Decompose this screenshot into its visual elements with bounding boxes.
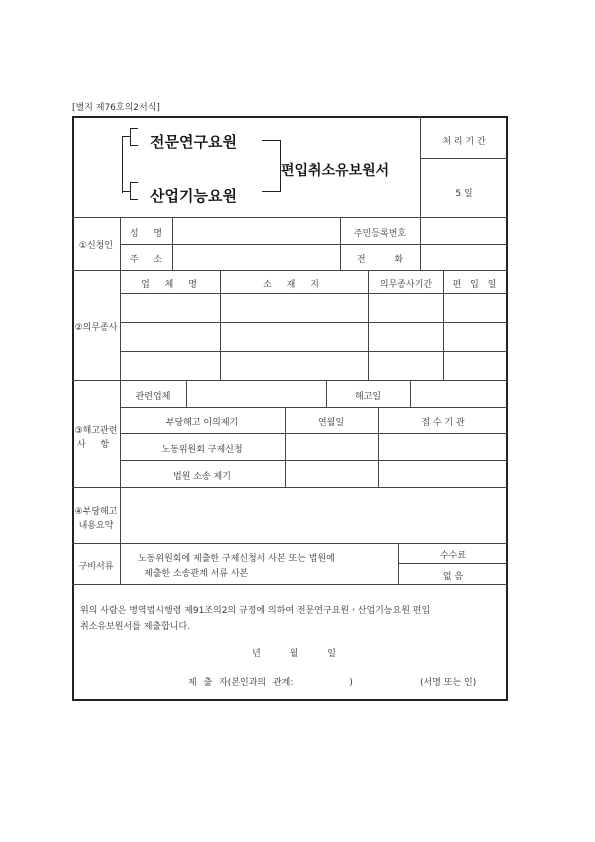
required-documents-line2: 제출한 소송관계 서류 사본 <box>144 569 249 579</box>
column-header-service-period: 의무종사기간 <box>379 280 433 290</box>
rule <box>120 244 508 245</box>
section-dismissal-label-line1: ③해고관련 <box>74 426 118 436</box>
row-court-label: 법원 소송 제기 <box>173 472 231 482</box>
rule <box>172 217 173 270</box>
rule <box>420 158 508 159</box>
required-documents-label: 구비서류 <box>78 562 114 572</box>
title-bracket <box>130 128 138 146</box>
rule <box>368 270 369 380</box>
rule <box>186 380 187 407</box>
rule <box>410 380 411 407</box>
rule <box>120 322 508 323</box>
submitter-line: 제 출 자(본인과의 관계: ) <box>188 678 353 688</box>
rule <box>378 407 379 487</box>
dismissal-date-label: 해고일 <box>354 392 382 402</box>
phone-label: 전 화 <box>356 255 404 265</box>
rule <box>443 270 444 380</box>
rule <box>420 116 421 217</box>
column-header-enlist-date: 편 입 일 <box>452 280 500 290</box>
section-dismissal-label-line2: 사 항 <box>76 440 116 450</box>
column-header-company: 업 체 명 <box>141 280 203 290</box>
declaration-line2: 취소유보원서를 제출합니다. <box>80 622 191 632</box>
name-field[interactable] <box>178 222 336 242</box>
related-company-field[interactable] <box>192 385 322 403</box>
form-title: 편입취소유보원서 <box>281 163 390 179</box>
title-bracket <box>262 140 281 192</box>
rrn-label: 주민등록번호 <box>353 229 407 239</box>
rule <box>120 543 121 584</box>
title-bracket <box>130 182 138 200</box>
name-label: 성 명 <box>129 229 169 239</box>
address-label: 주 소 <box>129 255 169 265</box>
rule <box>398 543 399 584</box>
phone-field[interactable] <box>426 248 504 268</box>
rule <box>72 487 508 488</box>
rule <box>72 217 508 218</box>
dismissal-date-field[interactable] <box>414 385 504 403</box>
declaration-line1: 위의 사람은 병역법시행령 제91조의2의 규정에 의하여 전문연구요원ㆍ산업기능요원 편입 <box>80 606 431 616</box>
row-labor-committee-label: 노동위원회 구제신청 <box>161 445 243 455</box>
section-service-label: ②의무종사 <box>74 323 118 333</box>
rule <box>120 217 121 543</box>
related-company-label: 관련업체 <box>135 392 171 402</box>
rule <box>120 351 508 352</box>
rule <box>72 584 508 585</box>
rule <box>326 380 327 407</box>
rule <box>120 407 508 408</box>
fee-label: 수수료 <box>439 551 467 561</box>
fee-value: 없 음 <box>442 572 464 582</box>
rule <box>72 380 508 381</box>
title-option-research: 전문연구요원 <box>150 133 237 151</box>
section-applicant-label: ①신청인 <box>78 241 114 251</box>
processing-period-label: 처 리 기 간 <box>442 137 486 147</box>
rule <box>220 270 221 380</box>
column-date-label: 연월일 <box>317 418 345 428</box>
column-agency-label: 접 수 기 관 <box>421 418 465 428</box>
rule <box>340 217 341 270</box>
required-documents-line1: 노동위원회에 제출한 구제신청서 사본 또는 법원에 <box>138 554 335 564</box>
rule <box>285 407 286 487</box>
summary-field[interactable] <box>126 492 502 538</box>
rule <box>120 433 508 434</box>
title-bracket <box>122 190 130 192</box>
rule <box>420 217 421 270</box>
signature-hint: (서명 또는 인) <box>420 678 477 688</box>
rrn-field[interactable] <box>426 222 504 242</box>
rule <box>72 543 508 544</box>
rule <box>120 293 508 294</box>
section-summary-label-line2: 내용요약 <box>78 521 114 531</box>
form-number-label: [별지 제76호의2서식] <box>72 103 160 113</box>
row-objection-label: 부당해고 이의제기 <box>165 418 239 428</box>
title-option-industrial: 산업기능요원 <box>150 187 237 205</box>
processing-period-value: 5 일 <box>455 189 473 199</box>
rule <box>398 563 508 564</box>
submission-date: 년 월 일 <box>252 649 336 659</box>
column-header-location: 소 재 지 <box>263 280 325 290</box>
rule <box>120 460 508 461</box>
section-summary-label-line1: ④부당해고 <box>74 507 118 517</box>
address-field[interactable] <box>178 248 336 268</box>
